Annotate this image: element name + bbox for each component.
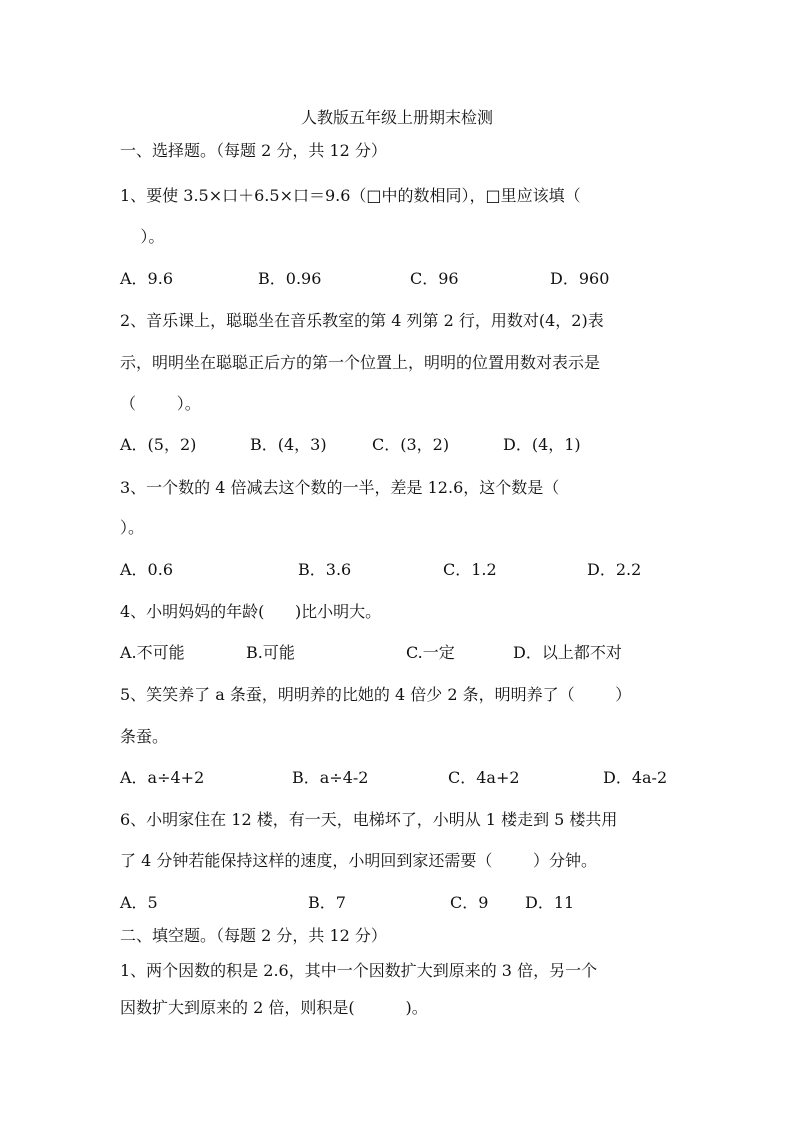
page-title: 人教版五年级上册期末检测: [300, 108, 493, 127]
question-line: 1、要使 3.5×口＋6.5×口＝9.6（□中的数相同），□里应该填（: [120, 186, 581, 205]
option-a: A．9.6: [120, 269, 174, 288]
question-line: 3、一个数的 4 倍减去这个数的一半，差是 12.6，这个数是（: [120, 478, 560, 497]
question-line: 5、笑笑养了 a 条蚕，明明养的比她的 4 倍少 2 条，明明养了（ ）: [120, 685, 632, 704]
option-d: D．11: [525, 893, 575, 912]
option-d: D．960: [550, 269, 610, 288]
option-b: B．7: [308, 893, 346, 912]
option-a: A.不可能: [120, 643, 185, 662]
option-a: A．a÷4+2: [120, 768, 205, 787]
question-line: 了 4 分钟若能保持这样的速度，小明回到家还需要（ ）分钟。: [120, 851, 598, 870]
option-c: C．9: [450, 893, 489, 912]
question-line: 1、两个因数的积是 2.6，其中一个因数扩大到原来的 3 倍，另一个: [120, 961, 598, 980]
option-d: D．4a-2: [603, 768, 668, 787]
option-b: B．3.6: [298, 560, 352, 579]
option-b: B．a÷4-2: [292, 768, 369, 787]
option-c: C．4a+2: [448, 768, 520, 787]
question-line: 2、音乐课上，聪聪坐在音乐教室的第 4 列第 2 行，用数对(4，2)表: [120, 311, 604, 330]
option-d: D．以上都不对: [513, 643, 622, 662]
option-b: B．0.96: [258, 269, 322, 288]
option-c: C．(3，2): [372, 435, 450, 454]
option-a: A．5: [120, 893, 158, 912]
option-d: D．(4，1): [503, 435, 581, 454]
question-line: 4、小明妈妈的年龄( )比小明大。: [120, 602, 382, 621]
option-c: C.一定: [406, 643, 455, 662]
option-c: C．1.2: [443, 560, 497, 579]
option-d: D．2.2: [587, 560, 642, 579]
option-b: B.可能: [246, 643, 295, 662]
section-heading-fill: 二、填空题。（每题 2 分，共 12 分）: [120, 926, 387, 945]
question-line: ）。: [120, 518, 145, 537]
option-c: C．96: [410, 269, 459, 288]
question-line: 6、小明家住在 12 楼，有一天，电梯坏了，小明从 1 楼走到 5 楼共用: [120, 810, 618, 829]
section-heading-choice: 一、选择题。（每题 2 分，共 12 分）: [120, 141, 387, 160]
question-line: 条蚕。: [120, 727, 169, 746]
question-line: 示，明明坐在聪聪正后方的第一个位置上，明明的位置用数对表示是: [120, 353, 601, 372]
question-line: 因数扩大到原来的 2 倍，则积是( )。: [120, 998, 428, 1017]
question-line: ）。: [120, 227, 165, 246]
option-a: A．(5，2): [120, 435, 197, 454]
option-a: A．0.6: [120, 560, 174, 579]
question-line: （ ）。: [120, 394, 201, 413]
option-b: B．(4，3): [250, 435, 327, 454]
